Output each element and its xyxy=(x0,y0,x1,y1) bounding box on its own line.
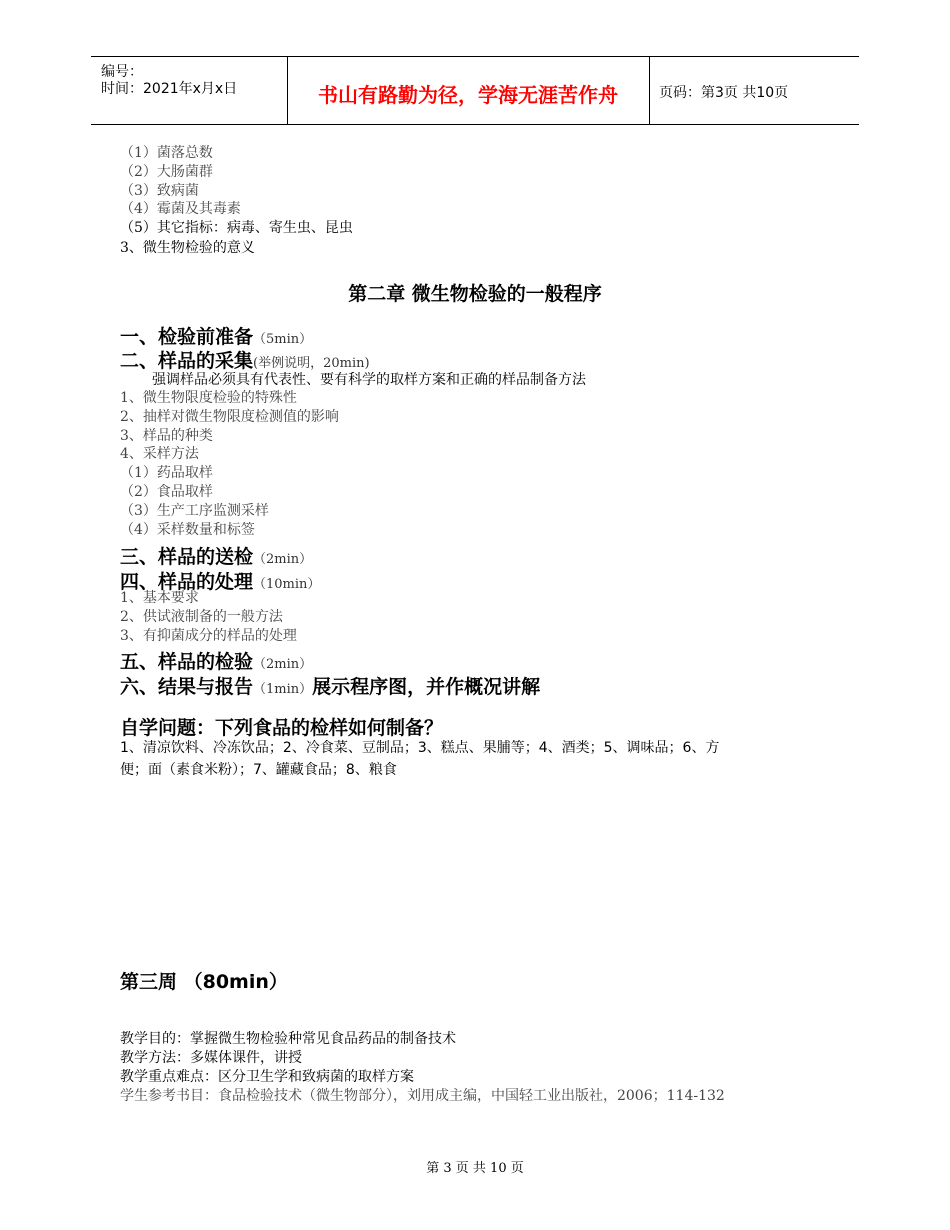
list-item: 3、样品的种类 xyxy=(120,428,213,444)
section-note: (举例说明，20min) xyxy=(253,356,370,371)
section-heading xyxy=(120,672,540,699)
section-tail: 展示程序图，并作概况讲解 xyxy=(312,676,541,698)
list-item: 1、基本要求 xyxy=(120,590,199,606)
week-heading: 第三周 （80min） xyxy=(120,971,288,993)
section-heading xyxy=(120,647,312,674)
section-title: 五、样品的检验 xyxy=(120,651,254,673)
self-study-line: 便；面（素食米粉）；7、罐藏食品；8、粮食 xyxy=(120,762,397,778)
teaching-line: 教学重点难点：区分卫生学和致病菌的取样方案 xyxy=(120,1069,414,1085)
section-heading xyxy=(120,346,370,373)
list-item: 3、有抑菌成分的样品的处理 xyxy=(120,628,297,644)
section-note: （5min） xyxy=(253,332,313,347)
section-note: （10min） xyxy=(253,577,321,592)
section-title: 六、结果与报告 xyxy=(120,676,254,698)
header-motto: 书山有路勤为径，学海无涯苦作舟 xyxy=(318,83,618,107)
page-footer: 第 3 页 共 10 页 xyxy=(426,1161,524,1176)
list-item: （5）其它指标：病毒、寄生虫、昆虫 xyxy=(120,220,353,236)
list-item: （2）食品取样 xyxy=(120,484,213,500)
section-heading xyxy=(120,542,312,569)
section-title: 三、样品的送检 xyxy=(120,546,254,568)
list-item: （2）大肠菌群 xyxy=(120,164,213,180)
header-number: 编号： xyxy=(101,64,143,80)
header-time: 时间：2021年x月x日 xyxy=(101,81,238,97)
list-item: （3）生产工序监测采样 xyxy=(120,503,269,519)
teaching-line: 教学目的：掌握微生物检验种常见食品药品的制备技术 xyxy=(120,1031,456,1047)
self-study-title: 自学问题：下列食品的检样如何制备？ xyxy=(120,717,444,739)
section-note: （1min） xyxy=(253,682,313,697)
section-title: 二、样品的采集 xyxy=(120,350,254,372)
self-study-line: 1、清凉饮料、冷冻饮品；2、冷食菜、豆制品；3、糕点、果脯等；4、酒类；5、调味品；6、方 xyxy=(120,740,720,756)
section-heading xyxy=(120,322,312,349)
list-item: 4、采样方法 xyxy=(120,446,199,462)
section-note: （2min） xyxy=(253,657,313,672)
list-item: （3）致病菌 xyxy=(120,183,199,199)
chapter-title: 第二章 微生物检验的一般程序 xyxy=(348,283,602,305)
header-page-info: 页码：第3页 共10页 xyxy=(659,85,789,101)
list-item: （4）霉菌及其毒素 xyxy=(120,201,241,217)
list-item: 2、抽样对微生物限度检测值的影响 xyxy=(120,409,339,425)
list-item: 2、供试液制备的一般方法 xyxy=(120,609,283,625)
list-item: （1）菌落总数 xyxy=(120,145,213,161)
list-item: （4）采样数量和标签 xyxy=(120,522,255,538)
section-title: 四、样品的处理 xyxy=(120,571,254,593)
section-note: （2min） xyxy=(253,552,313,567)
teaching-line: 学生参考书目：食品检验技术（微生物部分），刘用成主编，中国轻工业出版社，2006；114-132 xyxy=(120,1088,725,1104)
list-item: 1、微生物限度检验的特殊性 xyxy=(120,390,297,406)
emphasis-text: 强调样品必须具有代表性、要有科学的取样方案和正确的样品制备方法 xyxy=(152,372,586,388)
list-item: 3、微生物检验的意义 xyxy=(120,240,255,256)
section-title: 一、检验前准备 xyxy=(120,326,254,348)
list-item: （1）药品取样 xyxy=(120,465,213,481)
page-header xyxy=(91,56,859,125)
teaching-line: 教学方法：多媒体课件，讲授 xyxy=(120,1050,302,1066)
header-divider xyxy=(649,57,650,124)
